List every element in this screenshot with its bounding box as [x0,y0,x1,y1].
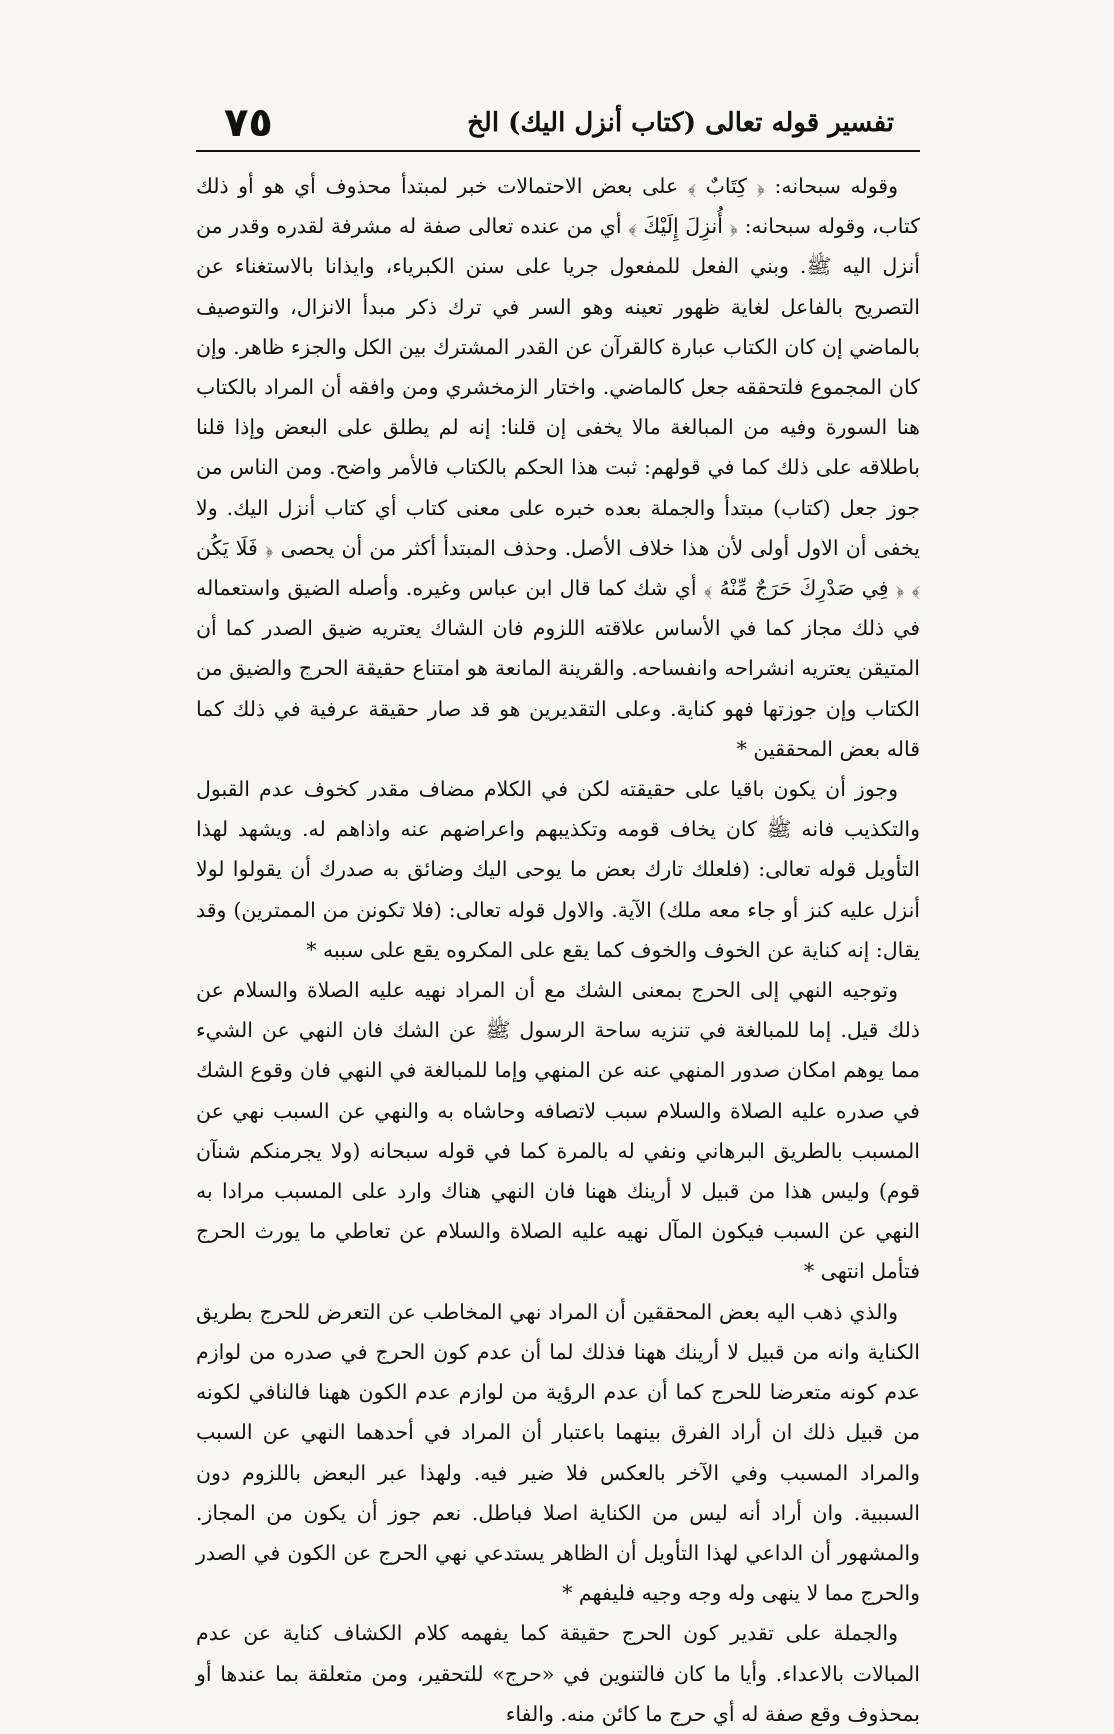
paragraph: وتوجيه النهي إلى الحرج بمعنى الشك مع أن المراد نهيه عليه الصلاة والسلام عن ذلك قيل. إما للمبالغة في تنزيه ساحة الرسول ﷺ عن الشك فان النهي عن الشيء مما يوهم امكان صدور المنهي عنه عن المنهي وإما للمبالغة في النهي فان وقوع الشك في صدره عليه الصلاة والسلام سبب لاتصافه وحاشاه به والنهي عن السبب نهي عن المسبب بالطريق البرهاني ونفي له بالمرة كما في قوله سبحانه (ولا يجرمنكم شنآن قوم) وليس هذا من قبيل لا أرينك ههنا فان النهي هناك وارد على المسبب مرادا به النهي عن السبب فيكون المآل نهيه عليه الصلاة والسلام عن تعاطي ما يورث الحرج فتأمل انتهى * [196,978,920,1284]
page-body [196,166,920,1726]
paragraph: والجملة على تقدير كون الحرج حقيقة كما يفهمه كلام الكشاف كناية عن عدم المبالات بالاعداء. وأيا ما كان فالتنوين في «حرج» للتحقير، ومن متعلقة بما عندها أو بمحذوف وقع صفة له أي حرج ما كائن منه. والفاء [196,1621,920,1726]
paragraph: والذي ذهب اليه بعض المحققين أن المراد نهي المخاطب عن التعرض للحرج بطريق الكناية وانه من قبيل لا أرينك ههنا فذلك لما أن عدم كون الحرج في صدره من لوازم عدم كونه متعرضا للحرج كما أن عدم الرؤية من لوازم عدم الكون ههنا فالنافي لكونه من قبيل ذلك ان أراد الفرق بينهما باعتبار أن المراد في أحدهما النهي عن السبب والمراد المسبب وفي الآخر بالعكس فلا ضير فيه. ولهذا عبر البعض باللزوم دون السببية. وان أراد أنه ليس من الكناية اصلا فباطل. نعم جوز أن يكون من المجاز. والمشهور أن الداعي لهذا التأويل أن الظاهر يستدعي نهي الحرج عن الكون في الصدر والحرج مما لا ينهى وله وجه وجيه فليفهم * [196,1299,920,1606]
running-title: تفسير قوله تعالى (كتاب أنزل اليك) الخ [467,108,894,138]
header-rule [196,150,920,152]
paragraph: وجوز أن يكون باقيا على حقيقته لكن في الكلام مضاف مقدر كخوف عدم القبول والتكذيب فانه ﷺ كان يخاف قومه وتكذيبهم واعراضهم عنه واذاهم له. ويشهد لهذا التأويل قوله تعالى: (فلعلك تارك بعض ما يوحى اليك وضائق به صدرك أن يقولوا لولا أنزل عليه كنز أو جاء معه ملك) الآية. والاول قوله تعالى: (فلا تكونن من الممترين) وقد يقال: إنه كناية عن الخوف والخوف كما يقع على المكروه يقع على سببه * [196,777,920,962]
paragraph: وقوله سبحانه: ﴿ كِتَابٌ ﴾ على بعض الاحتمالات خبر لمبتدأ محذوف أي هو أو ذلك كتاب، وقوله سبحانه: ﴿ أُنزِلَ إِلَيْكَ ﴾ أي من عنده تعالى صفة له مشرفة لقدره وقدر من أنزل اليه ﷺ. وبني الفعل للمفعول جريا على سنن الكبرياء، وايذانا بالاستغناء عن التصريح بالفاعل لغاية ظهور تعينه وهو السر في ترك ذكر مبدأ الانزال، والتوصيف بالماضي إن كان الكتاب عبارة كالقرآن عن القدر المشترك بين الكل والجزء ظاهر. وإن كان المجموع فلتحققه جعل كالماضي. واختار الزمخشري ومن وافقه أن المراد بالكتاب هنا السورة وفيه من المبالغة مالا يخفى إن قلنا: إنه لم يطلق على البعض وإذا قلنا باطلاقه على ذلك كما في قولهم: ثبت هذا الحكم بالكتاب فالأمر واضح. ومن الناس من جوز جعل (كتاب) مبتدأ والجملة بعده خبره على معنى كتاب أي كتاب أنزل اليك. ولا يخفى أن الاول أولى لأن هذا خلاف الأصل. وحذف المبتدأ أكثر من أن يحصى ﴿ فَلَا يَكُن ﴾ ﴿ فِي صَدْرِكَ حَرَجٌ مِّنْهُ ﴾ أي شك كما قال ابن عباس وغيره. وأصله الضيق واستعماله في ذلك مجاز كما في الأساس علاقته اللزوم فان الشاك يعتريه ضيق الصدر كما أن المتيقن يعتريه انشراحه وانفساحه. والقرينة المانعة هو امتناع حقيقة الحرج والضيق من الكتاب وإن جوزتها فهو كناية. وعلى التقديرين هو قد صار حقيقة عرفية في ذلك كما قاله بعض المحققين * [196,174,920,761]
page-number: ٧٥ [224,100,273,146]
page-header [196,100,916,152]
